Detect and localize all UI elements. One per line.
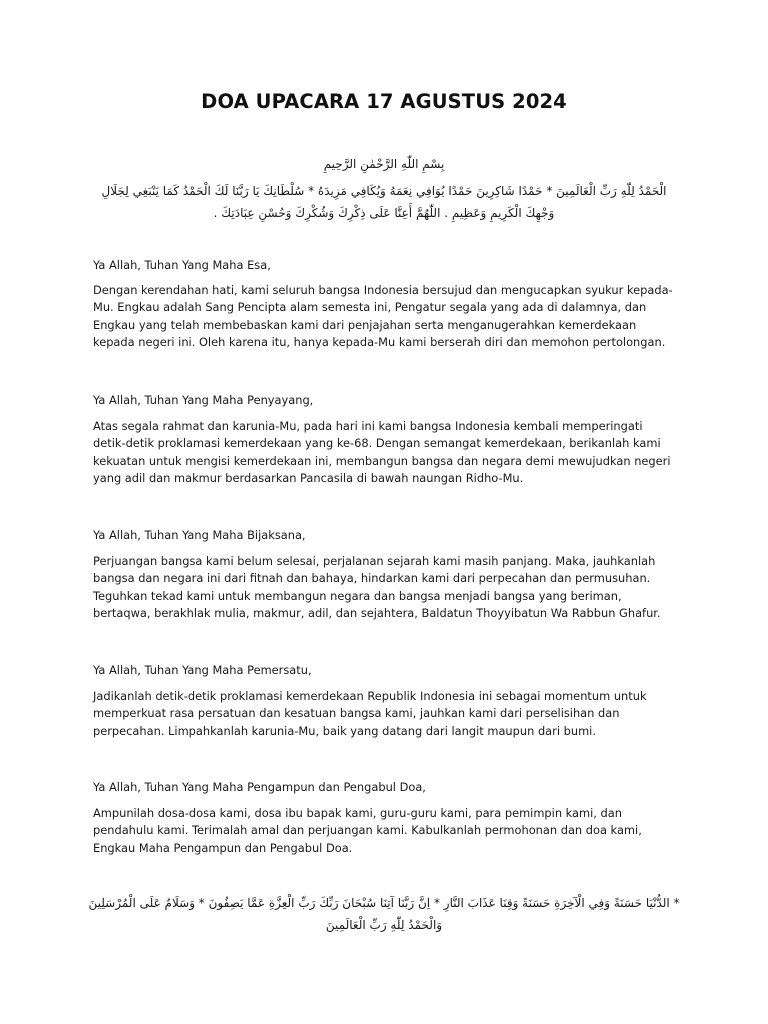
basmala-text: بِسْمِ اللّٰهِ الرَّحْمٰنِ الرَّحِيمِ: [323, 157, 445, 171]
arabic-closing-prayer: * الدُّنْيَا حَسَنَةً وَفِي الْآخِرَةِ حَسَنَةً وَقِنَا عَذَابَ النَّارِ * اِنَّ رَبَّنَا آتِنَا سُبْحَانَ رَبِّكَ رَبِّ الْعِزَّةِ عَمَّا يَصِفُونَ * وَسَلَامٌ عَلَى الْمُرْسَلِينَ وَالْحَمْدُ لِلّٰهِ رَبِّ الْعَالَمِينَ: [88, 896, 680, 932]
paragraph-line: Atas segala rahmat dan karunia-Mu, pada hari ini kami bangsa Indonesia kembali memperingati: [93, 419, 643, 433]
paragraph-line: kepada negeri ini. Oleh karena itu, hanya kepada-Mu kami berserah diri dan memohon pertolongan.: [93, 334, 666, 349]
section-greeting: Ya Allah, Tuhan Yang Maha Esa,: [93, 258, 271, 272]
section-paragraph: [93, 418, 683, 487]
paragraph-line: Perjuangan bangsa kami belum selesai, perjalanan sejarah kami masih panjang. Maka, jauhkanlah: [93, 554, 656, 568]
paragraph-line: kekuatan untuk mengisi kemerdekaan ini, membangun bangsa dan negara demi mewujudkan negeri: [93, 453, 671, 468]
paragraph-line: detik-detik proklamasi kemerdekaan yang ke-68. Dengan semangat kemerdekaan, berikanlah kami: [93, 436, 661, 451]
paragraph-line: Teguhkan tekad kami untuk membangun negara dan bangsa menjadi bangsa yang beriman,: [93, 588, 622, 603]
section-greeting: Ya Allah, Tuhan Yang Maha Pemersatu,: [93, 663, 312, 677]
page-title: DOA UPACARA 17 AGUSTUS 2024: [201, 90, 567, 113]
paragraph-line: memperkuat rasa persatuan dan kesatuan bangsa kami, jauhkan kami dari perselisihan dan: [93, 706, 620, 721]
paragraph-line: Dengan kerendahan hati, kami seluruh bangsa Indonesia bersujud dan mengucapkan syukur kepada-: [93, 283, 673, 297]
section-paragraph: [93, 553, 683, 622]
paragraph-line: perpecahan. Limpahkanlah karunia-Mu, baik yang datang dari langit maupun dari bumi.: [93, 723, 596, 738]
paragraph-line: bertaqwa, berakhlak mulia, makmur, adil, dan sejahtera, Baldatun Thoyyibatun Wa Rabbun Ghafur.: [93, 605, 661, 620]
arabic-opening-prayer: الْحَمْدُ لِلّٰهِ رَبِّ الْعَالَمِينَ * حَمْدًا شَاكِرِينَ حَمْدًا يُوَافِي نِعَمَهُ وَيُكَافِي مَزِيدَهُ * سُلْطَانِكَ يَا رَبَّنَا لَكَ الْحَمْدُ كَمَا يَنْبَغِي لِجَلَالِ وَجْهِكَ الْكَرِيمِ وَعَظِيمِ . اللّٰهُمَّ أَعِنَّا عَلَى ذِكْرِكَ وَشُكْرِكَ وَحُسْنِ عِبَادَتِكَ .: [101, 184, 667, 220]
section-greeting: Ya Allah, Tuhan Yang Maha Penyayang,: [93, 393, 314, 407]
section-greeting: Ya Allah, Tuhan Yang Maha Bijaksana,: [93, 528, 306, 542]
paragraph-line: Engkau yang telah membebaskan kami dari penjajahan serta menganugerahkan kemerdekaan: [93, 317, 637, 332]
paragraph-line: yang adil dan makmur berdasarkan Pancasila di bawah naungan Ridho-Mu.: [93, 470, 524, 485]
section-paragraph: [93, 282, 683, 351]
paragraph-line: bangsa dan negara ini dari fitnah dan bahaya, hindarkan kami dari perpecahan dan permusuhan.: [93, 571, 651, 586]
paragraph-line: Engkau Maha Pengampun dan Pengabul Doa.: [93, 840, 353, 855]
section-greeting: Ya Allah, Tuhan Yang Maha Pengampun dan Pengabul Doa,: [93, 780, 426, 794]
section-paragraph: [93, 688, 683, 740]
section-paragraph: [93, 805, 683, 857]
paragraph-line: Mu. Engkau adalah Sang Pencipta alam semesta ini, Pengatur segala yang ada di dalamnya, dan: [93, 300, 647, 315]
paragraph-line: pendahulu kami. Terimalah amal dan perjuangan kami. Kabulkanlah permohonan dan doa kami,: [93, 823, 642, 838]
paragraph-line: Jadikanlah detik-detik proklamasi kemerdekaan Republik Indonesia ini sebagai momentum untuk: [93, 689, 647, 703]
paragraph-line: Ampunilah dosa-dosa kami, dosa ibu bapak kami, guru-guru kami, para pemimpin kami, dan: [93, 806, 622, 820]
